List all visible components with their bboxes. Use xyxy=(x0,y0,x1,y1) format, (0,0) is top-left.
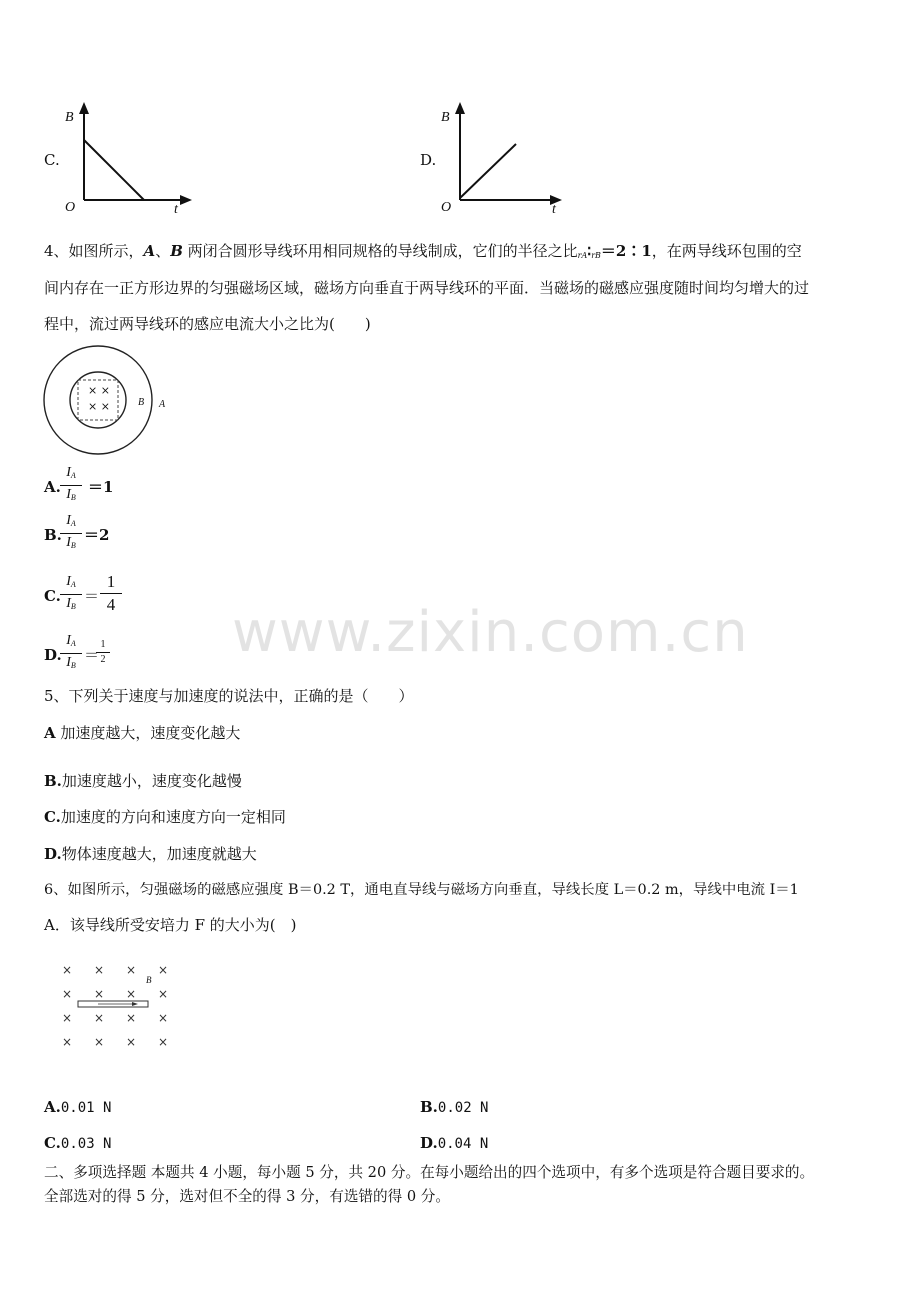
svg-text:×: × xyxy=(94,1035,105,1049)
q4-figure-field-marks-bottom: × × xyxy=(88,400,110,413)
svg-text:×: × xyxy=(158,1035,169,1049)
q4-option-c[interactable]: C. $I_A$ $I_B$ ＝ 1 4 xyxy=(44,572,244,618)
watermark: www.zixin.com.cn xyxy=(232,600,749,665)
q4-option-a-fraction: $I_A$ $I_B$ xyxy=(60,465,82,506)
q4-option-b[interactable]: B. $I_A$ $I_B$ ＝2 xyxy=(44,513,244,557)
q4-figure-label-a: A xyxy=(159,399,166,410)
q4-stem-line3: 程中，流过两导线环的感应电流大小之比为( ) xyxy=(44,315,371,333)
svg-text:×: × xyxy=(62,963,73,977)
graph-c xyxy=(40,100,200,225)
svg-text:×: × xyxy=(158,1011,169,1025)
q4-figure-field-marks-top: × × xyxy=(88,384,110,397)
section2-instructions-line1: 二、多项选择题 本题共 4 小题，每小题 5 分，共 20 分。在每小题给出的四个选项中，有多个选项是符合题目要求的。 xyxy=(44,1164,815,1181)
svg-text:×: × xyxy=(126,1011,137,1025)
q4-option-d[interactable]: D. $I_A$ $I_B$ ＝ 1 2 xyxy=(44,633,244,677)
graph-c-x-label: t xyxy=(174,202,178,217)
svg-text:×: × xyxy=(126,1035,137,1049)
graph-d xyxy=(416,100,576,225)
graph-c-option-label: C. xyxy=(44,151,60,169)
svg-text:×: × xyxy=(62,1035,73,1049)
svg-text:×: × xyxy=(94,987,105,1001)
q5-option-a[interactable]: A 加速度越大，速度变化越大 xyxy=(44,724,241,742)
svg-text:×: × xyxy=(126,987,137,1001)
q6-option-c[interactable]: C.0.03 N xyxy=(44,1134,112,1152)
graph-d-origin: O xyxy=(441,200,452,215)
svg-text:×: × xyxy=(94,963,105,977)
graph-d-y-label: B xyxy=(441,110,450,125)
q5-stem: 5、下列关于速度与加速度的说法中，正确的是（ ） xyxy=(44,687,414,705)
section2-instructions-line2: 全部选对的得 5 分，选对但不全的得 3 分，有选错的得 0 分。 xyxy=(44,1188,450,1205)
svg-text:×: × xyxy=(158,987,169,1001)
q4-option-d-value: 1 2 xyxy=(96,639,110,666)
graph-c-origin: O xyxy=(65,200,76,215)
q4-stem-line2: 间内存在一正方形边界的匀强磁场区域，磁场方向垂直于两导线环的平面．当磁场的磁感应强度随时间均匀增大的过 xyxy=(44,279,810,297)
q6-figure xyxy=(56,960,186,1052)
q4-option-c-value: 1 4 xyxy=(100,572,122,615)
q6-figure-label-b: B xyxy=(146,975,152,985)
q6-field-grid xyxy=(56,960,186,1052)
q6-option-d[interactable]: D.0.04 N xyxy=(420,1134,489,1152)
q6-option-a[interactable]: A.0.01 N xyxy=(44,1098,112,1116)
graph-d-option-label: D. xyxy=(420,151,437,169)
q4-stem-line1: 4、如图所示，A、B 两闭合圆形导线环用相同规格的导线制成，它们的半径之比$_{rA}∶_{rB}=2∶1$，在两导线环包围的空 xyxy=(44,242,802,260)
svg-text:×: × xyxy=(158,963,169,977)
q5-option-d[interactable]: D.物体速度越大，加速度就越大 xyxy=(44,845,257,863)
q4-option-b-fraction: $I_A$ $I_B$ xyxy=(60,513,82,554)
svg-text:×: × xyxy=(94,1011,105,1025)
q6-stem-line1: 6、如图所示，匀强磁场的磁感应强度 B＝0.2 T，通电直导线与磁场方向垂直，导线长度 L＝0.2 m，导线中电流 I＝1 xyxy=(44,882,799,898)
q4-option-d-fraction: $I_A$ $I_B$ xyxy=(60,633,82,674)
svg-text:×: × xyxy=(62,987,73,1001)
q5-option-c[interactable]: C.加速度的方向和速度方向一定相同 xyxy=(44,808,286,826)
svg-text:×: × xyxy=(126,963,137,977)
q5-option-b[interactable]: B.加速度越小，速度变化越慢 xyxy=(44,772,242,790)
graph-d-x-label: t xyxy=(552,202,556,217)
q4-option-c-fraction: $I_A$ $I_B$ xyxy=(60,574,82,615)
q4-figure-label-b: B xyxy=(138,397,145,408)
svg-text:×: × xyxy=(62,1011,73,1025)
q6-option-b[interactable]: B.0.02 N xyxy=(420,1098,489,1116)
q4-option-a[interactable]: A. $I_A$ $I_B$ ＝1 xyxy=(44,465,244,509)
q4-figure xyxy=(40,345,180,457)
graph-c-y-label: B xyxy=(65,110,74,125)
q6-stem-line2: A．该导线所受安培力 F 的大小为( ) xyxy=(44,916,297,934)
